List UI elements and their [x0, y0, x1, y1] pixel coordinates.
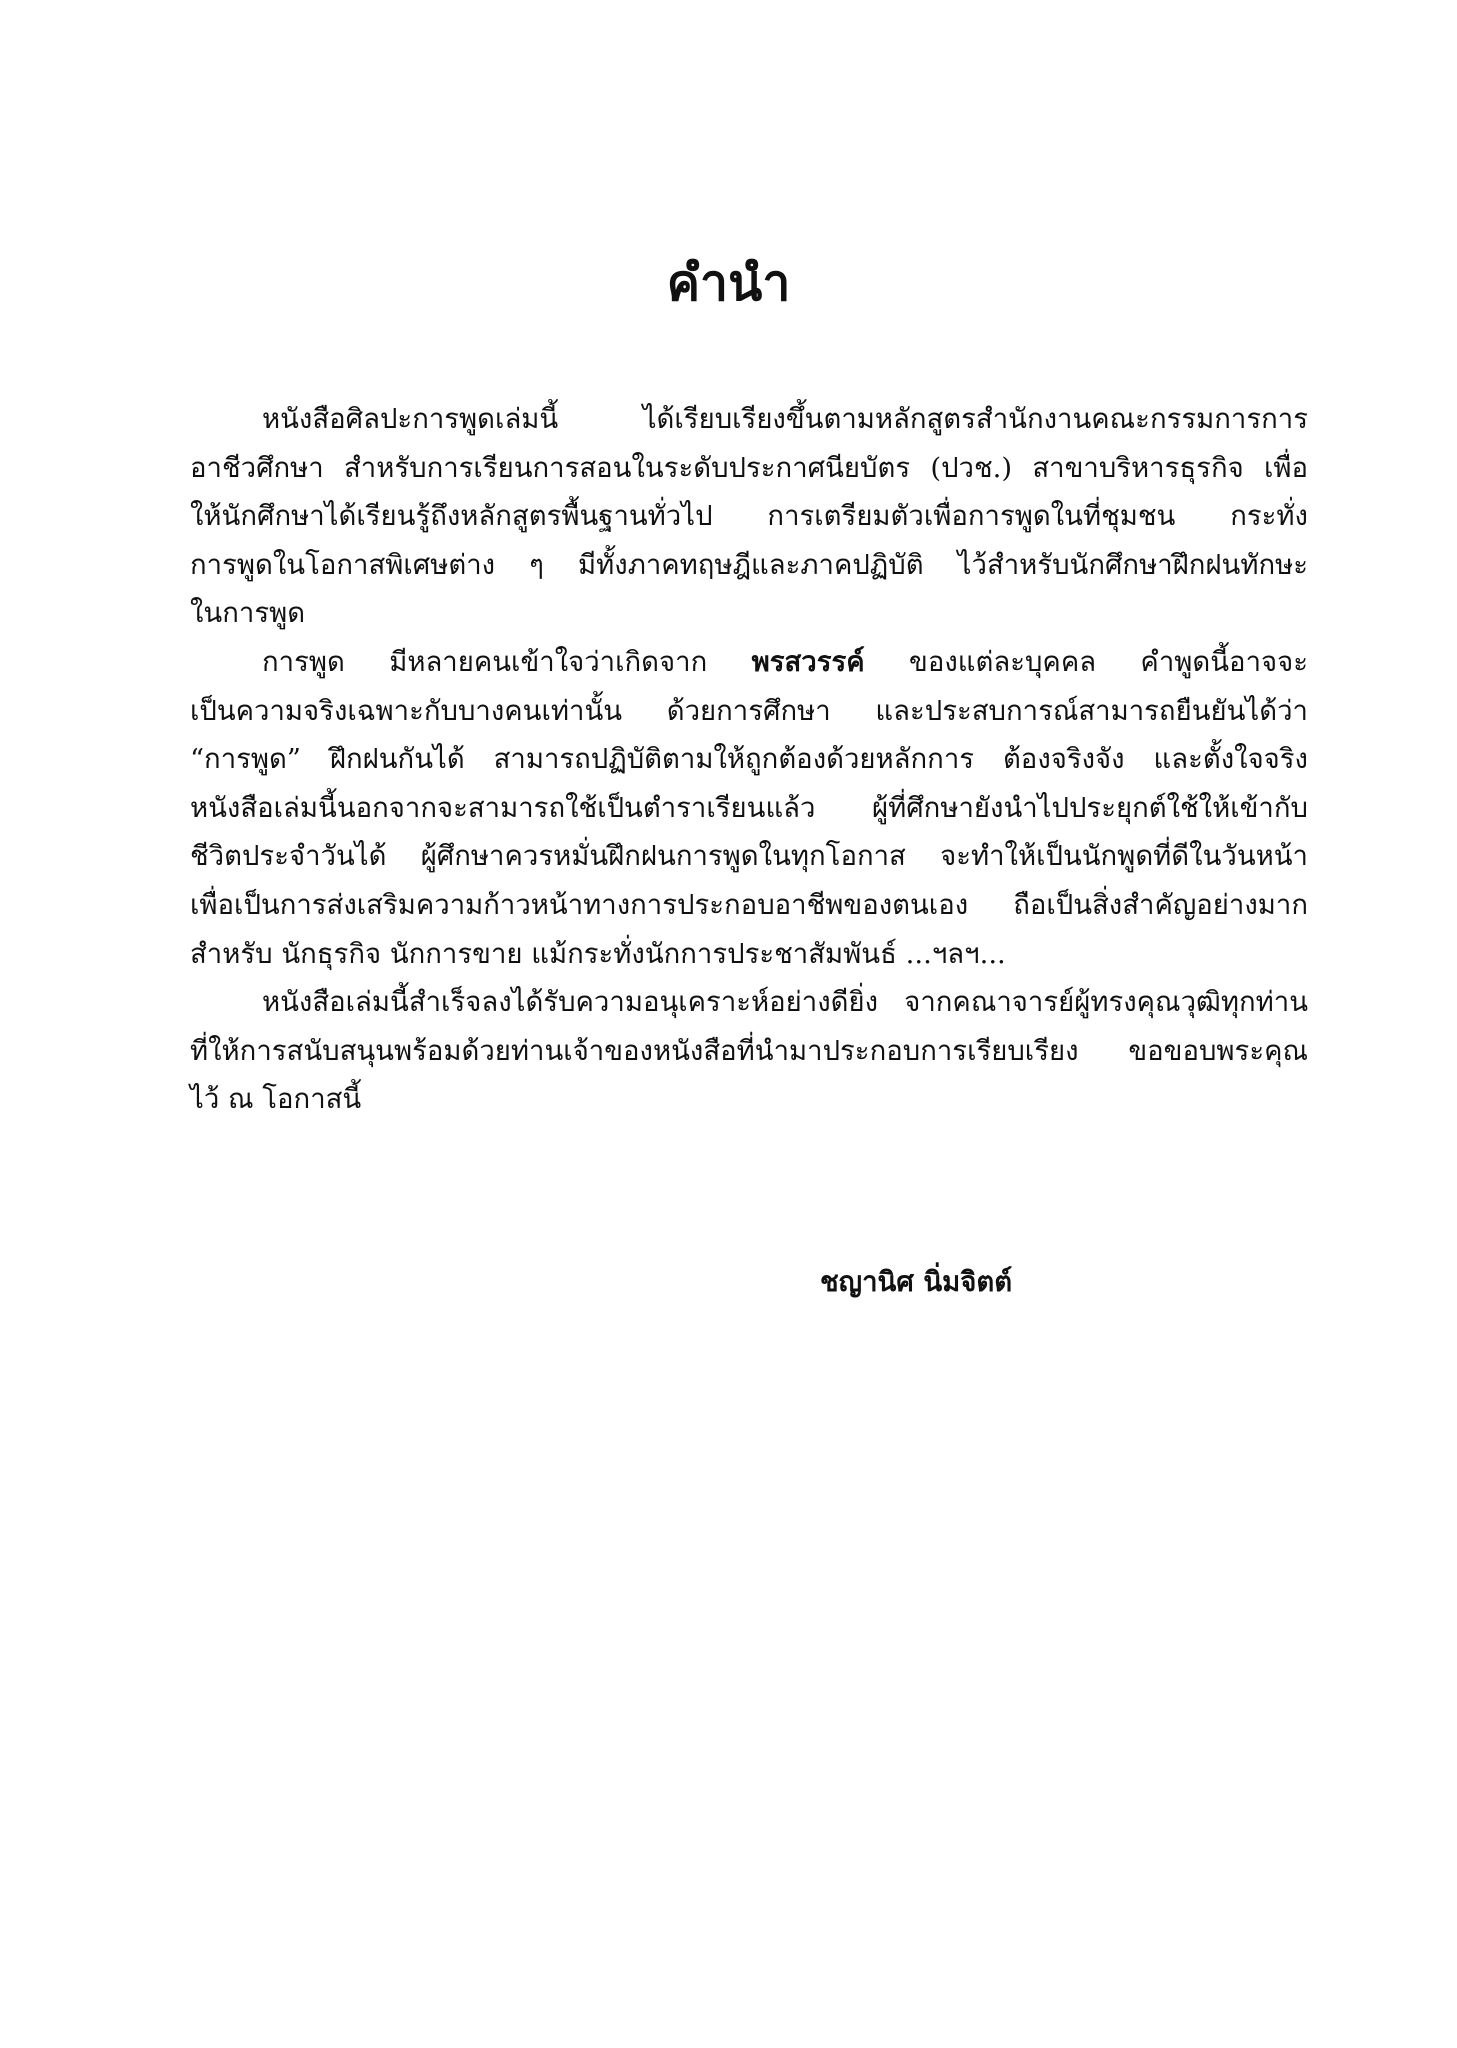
paragraph-2-line: “การพูด” ฝึกฝนกันได้ สามารถปฏิบัติตามให้ถูกต้องด้วยหลักการ ต้องจริงจัง และตั้งใจจริง	[190, 743, 1308, 776]
paragraph-2-line: เป็นความจริงเฉพาะกับบางคนเท่านั้น ด้วยการศึกษา และประสบการณ์สามารถยืนยันได้ว่า	[190, 694, 1308, 727]
paragraph-3-line: ไว้ ณ โอกาสนี้	[190, 1083, 362, 1116]
paragraph-3-line: หนังสือเล่มนี้สำเร็จลงได้รับความอนุเคราะห์อย่างดียิ่ง จากคณาจารย์ผู้ทรงคุณวุฒิทุกท่าน	[262, 986, 1308, 1019]
paragraph-2-line: หนังสือเล่มนี้นอกจากจะสามารถใช้เป็นตำราเรียนแล้ว ผู้ที่ศึกษายังนำไปประยุกต์ใช้ให้เข้ากับ	[190, 791, 1308, 824]
paragraph-2-line: สำหรับ นักธุรกิจ นักการขาย แม้กระทั่งนักการประชาสัมพันธ์ ...ฯลฯ...	[190, 937, 1006, 970]
paragraph-1-line: หนังสือศิลปะการพูดเล่มนี้ ได้เรียบเรียงขึ้นตามหลักสูตรสำนักงานคณะกรรมการการ	[262, 403, 1308, 435]
page-title: คำนำ	[666, 254, 791, 312]
paragraph-2	[190, 638, 1308, 978]
paragraph-2-line: เพื่อเป็นการส่งเสริมความก้าวหน้าทางการประกอบอาชีพของตนเอง ถือเป็นสิ่งสำคัญอย่างมาก	[190, 888, 1308, 921]
emphasis-text: พรสวรรค์	[751, 645, 865, 678]
paragraph-1-line: ในการพูด	[190, 597, 306, 630]
preface-body	[190, 395, 1308, 1124]
paragraph-1-line: ให้นักศึกษาได้เรียนรู้ถึงหลักสูตรพื้นฐานทั่วไป การเตรียมตัวเพื่อการพูดในที่ชุมชน กระทั่ง	[190, 500, 1308, 533]
paragraph-3	[190, 978, 1308, 1124]
paragraph-1	[190, 395, 1308, 638]
paragraph-3-line: ที่ให้การสนับสนุนพร้อมด้วยท่านเจ้าของหนังสือที่นำมาประกอบการเรียบเรียง ขอขอบพระคุณ	[190, 1034, 1308, 1067]
paragraph-1-line: การพูดในโอกาสพิเศษต่าง ๆ มีทั้งภาคทฤษฎีและภาคปฏิบัติ ไว้สำหรับนักศึกษาฝึกฝนทักษะ	[190, 548, 1308, 581]
paragraph-2-text: การพูด มีหลายคนเข้าใจว่าเกิดจาก	[262, 645, 752, 678]
author-signature: ชญานิศ นิ่มจิตต์	[820, 1266, 1013, 1298]
paragraph-2-line: ชีวิตประจำวันได้ ผู้ศึกษาควรหมั่นฝึกฝนการพูดในทุกโอกาส จะทำให้เป็นนักพูดที่ดีในวันหน้า	[190, 840, 1308, 873]
paragraph-2-text: ของแต่ละบุคคล คำพูดนี้อาจจะ	[864, 645, 1309, 678]
paragraph-1-line: อาชีวศึกษา สำหรับการเรียนการสอนในระดับประกาศนียบัตร (ปวช.) สาขาบริหารธุรกิจ เพื่อ	[190, 451, 1308, 484]
paragraph-2-first-line	[190, 638, 1308, 687]
